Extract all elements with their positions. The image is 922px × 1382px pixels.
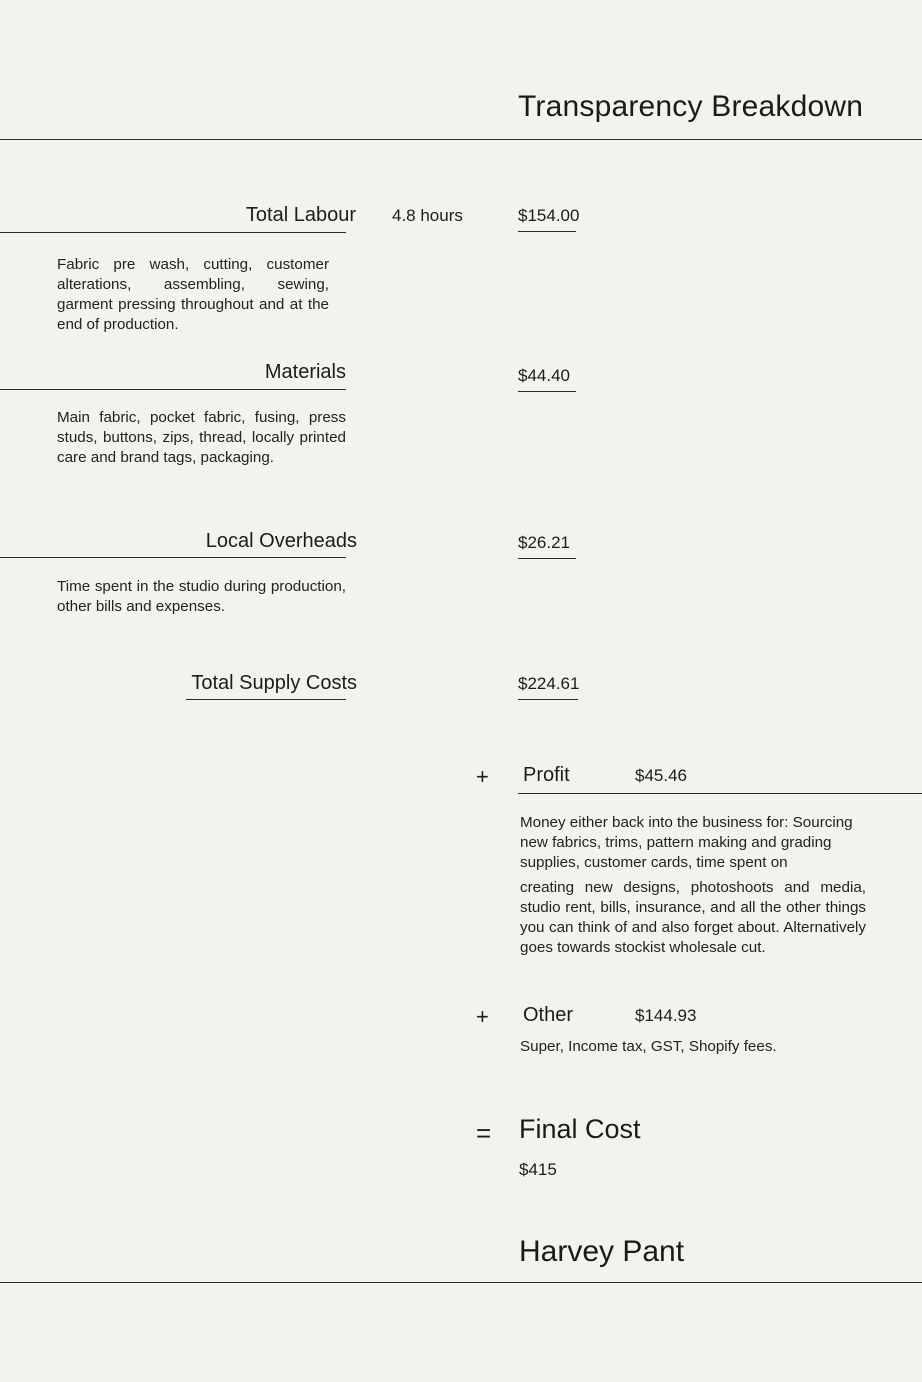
other-description: Super, Income tax, GST, Shopify fees. [520,1038,777,1055]
header-divider [0,139,922,140]
labour-value: $154.00 [518,206,576,232]
footer-divider [0,1282,922,1283]
other-plus-operator: + [476,1004,489,1029]
profit-description-detail: creating new designs, photoshoots and media, studio rent, bills, insurance, and all the other things you can think of and also forget about. Alternatively goes towards stockist wholesale cut. [520,879,866,956]
materials-label: Materials [264,361,346,383]
final-cost-value: $415 [519,1160,557,1179]
profit-divider [518,793,922,794]
other-label: Other [523,1004,574,1026]
supply-divider [186,699,346,700]
profit-description-intro: Money either back into the business for: Sourcing new fabrics, trims, pattern making and grading supplies, customer cards, time spent on [520,814,853,871]
materials-divider [0,389,346,390]
product-name: Harvey Pant [519,1235,685,1268]
final-equals-operator: = [476,1118,492,1148]
overheads-description: Time spent in the studio during production, other bills and expenses. [57,578,346,615]
final-cost-label: Final Cost [519,1114,641,1144]
labour-description: Fabric pre wash, cutting, customer alterations, assembling, sewing, garment pressing throughout and at the end of production. [57,256,329,333]
other-value: $144.93 [635,1006,697,1025]
profit-plus-operator: + [476,764,489,789]
supply-value: $224.61 [518,674,578,700]
overheads-label: Local Overheads [205,530,357,552]
page-title: Transparency Breakdown [518,90,864,123]
materials-description: Main fabric, pocket fabric, fusing, press studs, buttons, zips, thread, locally printed care and brand tags, packaging. [57,409,346,466]
overheads-divider [0,557,346,558]
supply-label: Total Supply Costs [191,672,357,694]
profit-value: $45.46 [635,766,687,785]
labour-divider [0,232,346,233]
labour-hours: 4.8 hours [392,206,463,225]
materials-value: $44.40 [518,366,576,392]
labour-label: Total Labour [245,204,356,226]
profit-label: Profit [523,764,570,786]
overheads-value: $26.21 [518,533,576,559]
